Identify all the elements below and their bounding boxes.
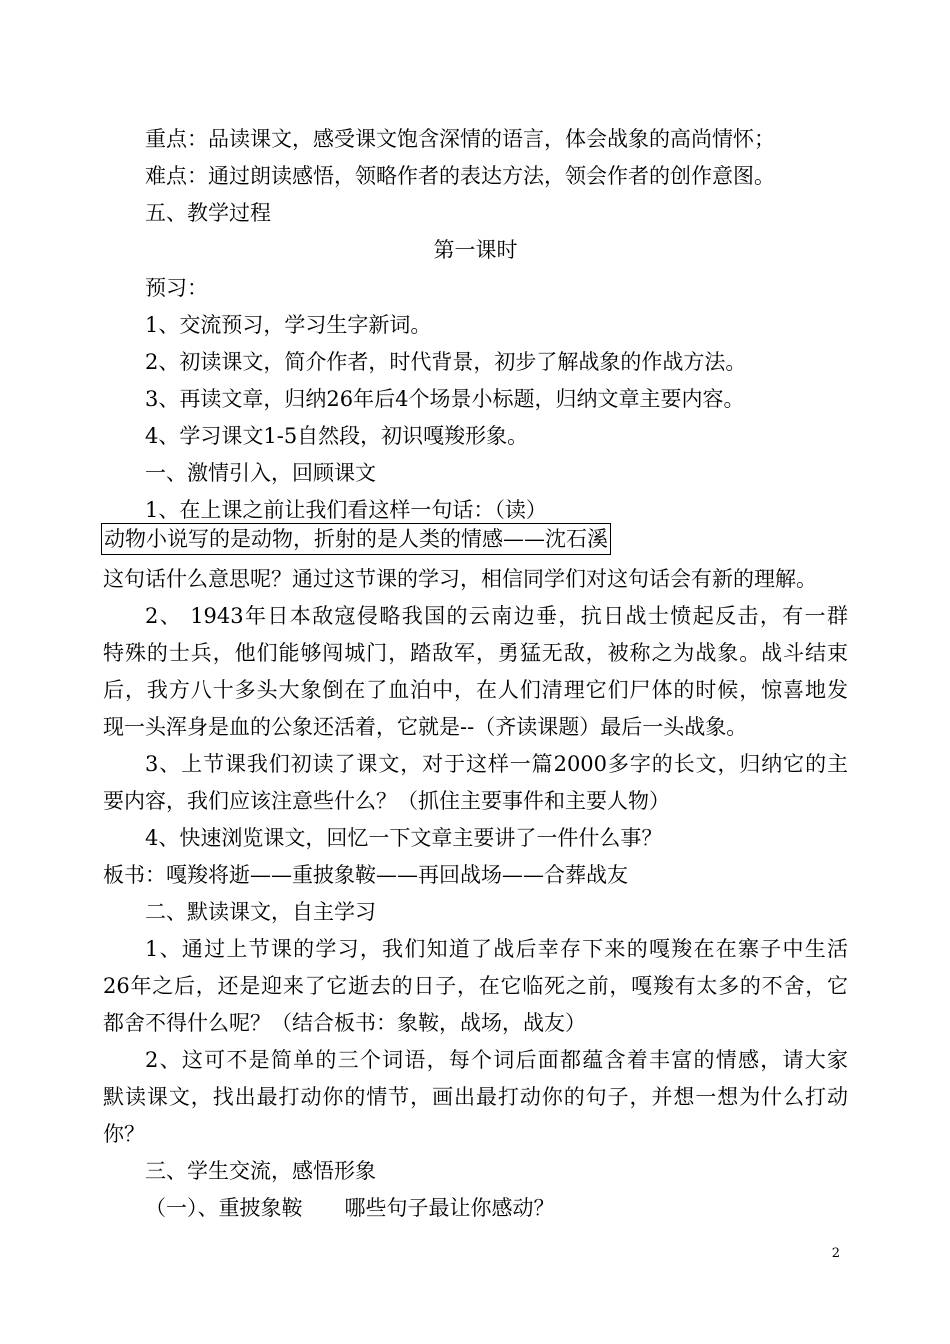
preview-item-2: 2、初读课文，简介作者，时代背景，初步了解战象的作战方法。: [145, 350, 747, 374]
preview-item-1: 1、交流预习，学习生字新词。: [145, 313, 432, 337]
boxed-quote: 动物小说写的是动物，折射的是人类的情感——沈石溪: [101, 523, 611, 555]
lesson-title: 第一课时: [433, 238, 518, 262]
paragraph-line: 2、 1943年日本敌寇侵略我国的云南边垂，抗日战士愤起反击，有一群: [145, 604, 848, 628]
preview-item-3: 3、再读文章，归纳26年后4个场景小标题，归纳文章主要内容。: [145, 387, 745, 411]
paragraph-line: 你？: [103, 1122, 145, 1146]
section-heading-introduction: 一、激情引入，回顾课文: [145, 461, 376, 485]
paragraph-line: 现一头浑身是血的公象还活着，它就是--（齐读课题）最后一头战象。: [103, 715, 748, 739]
paragraph-line: 1、在上课之前让我们看这样一句话：（读）: [145, 498, 547, 522]
preview-item-4: 4、学习课文1-5自然段，初识嘎羧形象。: [145, 424, 529, 448]
paragraph-line: 1、通过上节课的学习，我们知道了战后幸存下来的嘎羧在在寨子中生活: [145, 937, 848, 961]
paragraph-line: 后，我方八十多头大象倒在了血泊中，在人们清理它们尸体的时候，惊喜地发: [103, 678, 848, 702]
paragraph-line: 2、这可不是简单的三个词语，每个词后面都蕴含着丰富的情感，请大家: [145, 1048, 848, 1072]
paragraph-line: 特殊的士兵，他们能够闯城门，踏敌军，勇猛无敌，被称之为战象。战斗结束: [103, 641, 848, 665]
section-heading-teaching-process: 五、教学过程: [145, 201, 271, 225]
section-heading-student-exchange: 三、学生交流，感悟形象: [145, 1159, 376, 1183]
paragraph-line: 26年之后，还是迎来了它逝去的日子，在它临死之前，嘎羧有太多的不舍，它: [103, 974, 848, 998]
paragraph-line: 4、快速浏览课文，回忆一下文章主要讲了一件什么事？: [145, 826, 663, 850]
section-heading-silent-reading: 二、默读课文，自主学习: [145, 900, 376, 924]
preview-heading: 预习：: [145, 276, 208, 300]
paragraph-line: 都舍不得什么呢？（结合板书：象鞍，战场，战友）: [103, 1011, 586, 1035]
blackboard-writing: 板书：嘎羧将逝——重披象鞍——再回战场——合葬战友: [103, 863, 628, 887]
page-number: 2: [831, 1246, 840, 1261]
paragraph-line: 这句话什么意思呢？通过这节课的学习，相信同学们对这句话会有新的理解。: [103, 567, 817, 591]
difficult-points-line: 难点：通过朗读感悟，领略作者的表达方法，领会作者的创作意图。: [145, 164, 775, 188]
paragraph-line: 3、上节课我们初读了课文，对于这样一篇2000多字的长文，归纳它的主: [145, 752, 848, 776]
key-points-line: 重点：品读课文，感受课文饱含深情的语言，体会战象的高尚情怀；: [145, 127, 775, 151]
paragraph-line: 要内容，我们应该注意些什么？（抓住主要事件和主要人物）: [103, 789, 670, 813]
paragraph-line: 默读课文，找出最打动你的情节，画出最打动你的句子，并想一想为什么打动: [103, 1085, 848, 1109]
subsection-heading: （一）、重披象鞍 哪些句子最让你感动？: [145, 1196, 555, 1220]
